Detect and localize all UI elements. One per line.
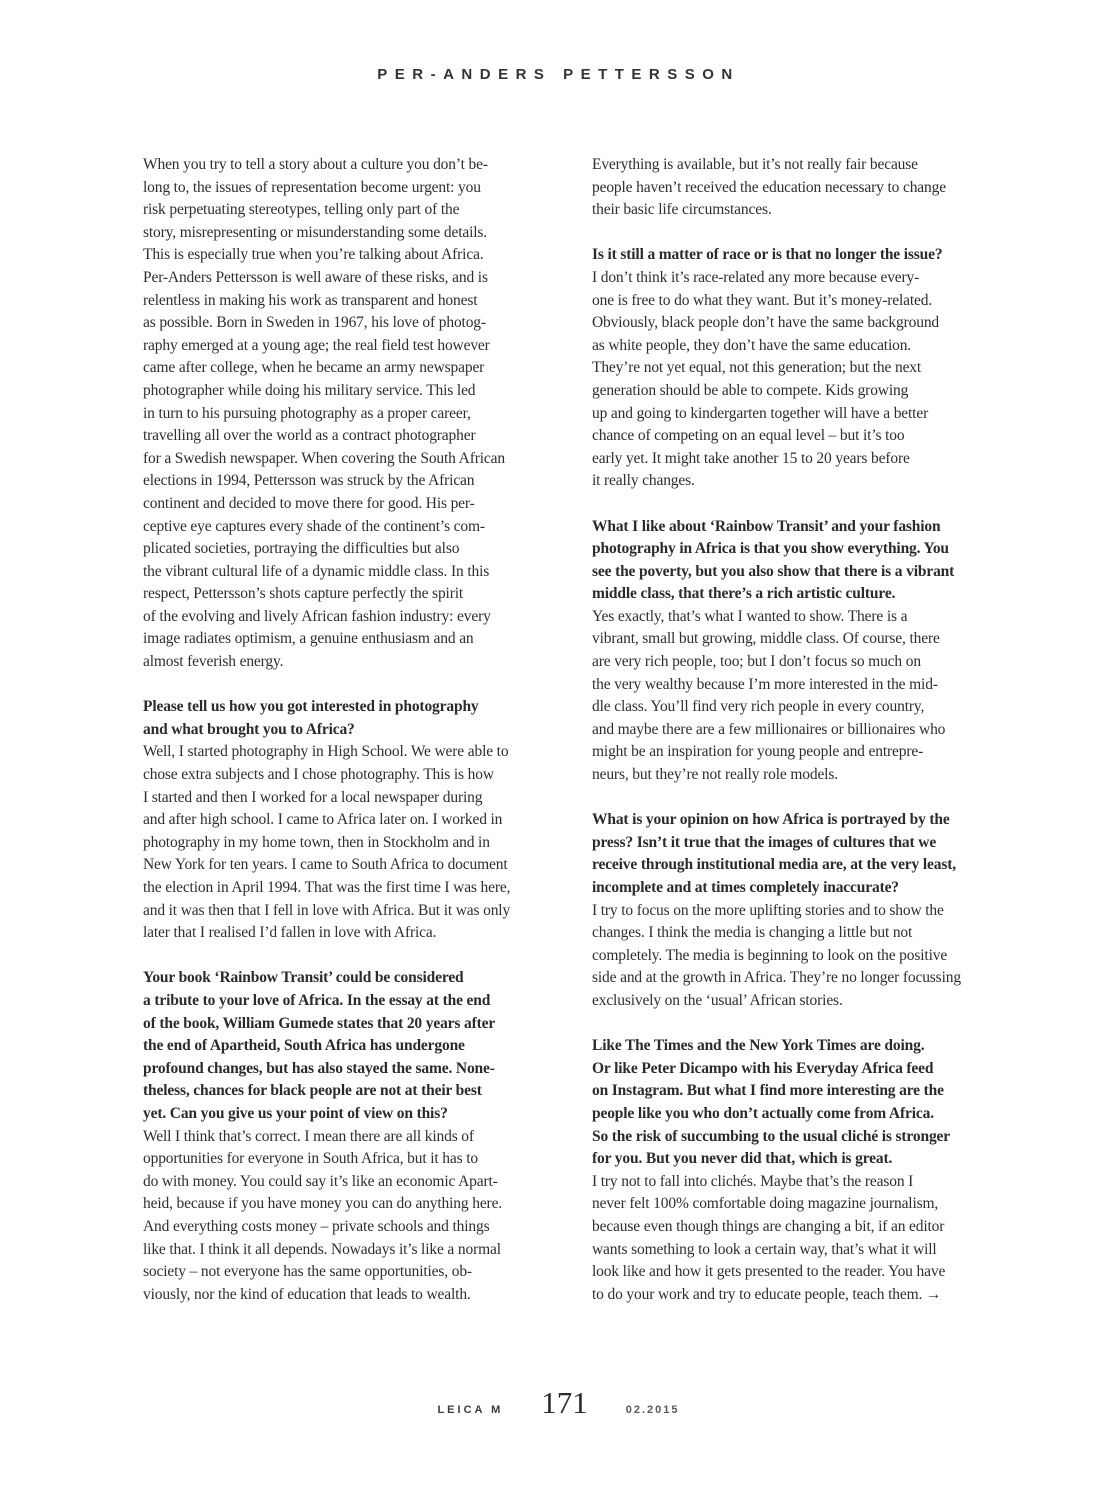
text-line: Well, I started photography in High School. We were able to — [143, 743, 509, 761]
text-line: exclusively on the ‘usual’ African stories. — [592, 991, 843, 1009]
text-line: I try to focus on the more uplifting stories and to show the — [592, 901, 944, 919]
text-line: plicated societies, portraying the difficulties but also — [143, 540, 460, 558]
interview-question — [143, 696, 561, 741]
text-line: New York for ten years. I came to South Africa to document — [143, 856, 508, 874]
text-line: in turn to his pursuing photography as a proper career, — [143, 404, 471, 422]
text-line: one is free to do what they want. But it’s money-related. — [592, 291, 933, 309]
interview-answer — [592, 606, 1010, 787]
text-line: as possible. Born in Sweden in 1967, his love of photog- — [143, 314, 486, 332]
interview-question — [143, 967, 561, 1125]
text-line: neurs, but they’re not really role models. — [592, 766, 838, 784]
text-line: raphy emerged at a young age; the real field test however — [143, 336, 490, 354]
text-line: yet. Can you give us your point of view on this? — [143, 1104, 448, 1122]
text-line: respect, Pettersson’s shots capture perfectly the spirit — [143, 585, 464, 603]
text-line: Is it still a matter of race or is that no longer the issue? — [592, 246, 943, 264]
text-line: because even though things are changing a bit, if an editor — [592, 1217, 945, 1235]
text-line: to do your work and try to educate people, teach them. → — [592, 1285, 942, 1303]
text-line: theless, chances for black people are not at their best — [143, 1082, 482, 1100]
text-line: photography in Africa is that you show everything. You — [592, 540, 949, 558]
text-line: the end of Apartheid, South Africa has undergone — [143, 1037, 465, 1055]
text-line: a tribute to your love of Africa. In the essay at the end — [143, 991, 491, 1009]
text-line: dle class. You’ll find very rich people in every country, — [592, 698, 925, 716]
interview-question — [592, 516, 1010, 606]
text-line: opportunities for everyone in South Africa, but it has to — [143, 1150, 478, 1168]
issue-date: 02.2015 — [625, 1404, 680, 1416]
text-line: What I like about ‘Rainbow Transit’ and your fashion — [592, 517, 941, 535]
interview-question — [592, 244, 1010, 267]
text-line: do with money. You could say it’s like an economic Apart- — [143, 1172, 498, 1190]
text-line: of the book, William Gumede states that 20 years after — [143, 1014, 496, 1032]
text-line: When you try to tell a story about a culture you don’t be- — [143, 156, 488, 173]
text-line: heid, because if you have money you can do anything here. — [143, 1195, 503, 1213]
text-line: Like The Times and the New York Times are doing. — [592, 1037, 925, 1055]
text-line: the very wealthy because I’m more interested in the mid- — [592, 675, 938, 693]
text-line: the vibrant cultural life of a dynamic middle class. In this — [143, 562, 490, 580]
text-line: are very rich people, too; but I don’t focus so much on — [592, 653, 921, 671]
text-line: and what brought you to Africa? — [143, 720, 355, 738]
text-line: Well I think that’s correct. I mean there are all kinds of — [143, 1127, 474, 1145]
interview-question — [592, 1035, 1010, 1171]
text-line: of the evolving and lively African fashion industry: every — [143, 607, 491, 625]
text-line: ceptive eye captures every shade of the continent’s com- — [143, 517, 485, 535]
text-line: look like and how it gets presented to the reader. You have — [592, 1263, 946, 1281]
text-line: receive through institutional media are, at the very least, — [592, 856, 956, 874]
interview-answer — [592, 900, 1010, 1013]
text-line: photographer while doing his military service. This led — [143, 381, 476, 399]
text-line: Per-Anders Pettersson is well aware of these risks, and is — [143, 268, 488, 286]
text-line: and after high school. I came to Africa later on. I worked in — [143, 811, 503, 829]
text-line: never felt 100% comfortable doing magazine journalism, — [592, 1195, 939, 1213]
text-line: Or like Peter Dicampo with his Everyday Africa feed — [592, 1059, 934, 1077]
text-line: press? Isn’t it true that the images of cultures that we — [592, 833, 937, 851]
text-line: early yet. It might take another 15 to 20 years before — [592, 449, 910, 467]
text-line: later that I realised I’d fallen in love with Africa. — [143, 924, 437, 942]
text-line: incomplete and at times completely inaccurate? — [592, 879, 899, 896]
text-line: came after college, when he became an army newspaper — [143, 359, 485, 377]
text-line: long to, the issues of representation become urgent: you — [143, 178, 481, 196]
text-line: generation should be able to compete. Kids growing — [592, 381, 909, 399]
page-footer — [0, 1385, 1117, 1421]
interview-answer — [143, 1126, 561, 1307]
text-line: might be an inspiration for young people and entrepre- — [592, 743, 924, 761]
text-line: risk perpetuating stereotypes, telling only part of the — [143, 201, 460, 219]
text-line: Yes exactly, that’s what I wanted to show. There is a — [592, 607, 908, 625]
page-number: 171 — [541, 1385, 588, 1420]
text-line: elections in 1994, Pettersson was struck by the African — [143, 472, 475, 490]
text-line: people like you who don’t actually come from Africa. — [592, 1104, 934, 1122]
text-line: for a Swedish newspaper. When covering the South African — [143, 449, 505, 467]
interview-answer — [592, 154, 1010, 222]
magazine-name: LEICA M — [437, 1404, 504, 1416]
text-line: society – not everyone has the same opportunities, ob- — [143, 1263, 472, 1281]
text-line: chance of competing on an equal level – but it’s too — [592, 427, 905, 445]
text-line: and maybe there are a few millionaires or billionaires who — [592, 720, 946, 738]
text-line: relentless in making his work as transparent and honest — [143, 291, 478, 309]
text-line: changes. I think the media is changing a little but not — [592, 924, 913, 942]
text-line: vibrant, small but growing, middle class. Of course, there — [592, 630, 940, 648]
interview-answer — [143, 741, 561, 944]
text-line: their basic life circumstances. — [592, 201, 772, 219]
text-line: Everything is available, but it’s not really fair because — [592, 156, 918, 173]
text-line: This is especially true when you’re talking about Africa. — [143, 246, 484, 264]
text-line: middle class, that there’s a rich artistic culture. — [592, 585, 896, 603]
interview-answer — [592, 1171, 1010, 1307]
text-line: So the risk of succumbing to the usual cliché is stronger — [592, 1127, 951, 1145]
text-line: story, misrepresenting or misunderstanding some details. — [143, 223, 488, 241]
text-line: and it was then that I fell in love with Africa. But it was only — [143, 901, 511, 919]
text-line: photography in my home town, then in Stockholm and in — [143, 833, 490, 851]
text-line: image radiates optimism, a genuine enthusiasm and an — [143, 630, 474, 648]
text-line: side and at the growth in Africa. They’re no longer focussing — [592, 969, 961, 987]
text-line: almost feverish energy. — [143, 653, 284, 671]
text-line: Your book ‘Rainbow Transit’ could be considered — [143, 969, 464, 987]
text-column-left — [143, 154, 561, 1306]
text-line: And everything costs money – private schools and things — [143, 1217, 490, 1235]
text-line: see the poverty, but you also show that there is a vibrant — [592, 562, 955, 580]
interview-question — [592, 809, 1010, 899]
text-line: viously, nor the kind of education that leads to wealth. — [143, 1285, 471, 1303]
text-line: I started and then I worked for a local newspaper during — [143, 788, 483, 806]
text-line: people haven’t received the education necessary to change — [592, 178, 946, 196]
text-line: Please tell us how you got interested in photography — [143, 698, 479, 716]
text-line: I try not to fall into clichés. Maybe that’s the reason I — [592, 1172, 914, 1190]
text-line: the election in April 1994. That was the first time I was here, — [143, 879, 511, 896]
text-line: travelling all over the world as a contract photographer — [143, 427, 476, 445]
text-column-right — [592, 154, 1010, 1306]
text-line: What is your opinion on how Africa is portrayed by the — [592, 811, 950, 829]
interview-answer — [592, 267, 1010, 493]
intro-paragraph — [143, 154, 561, 674]
text-line: as white people, they don’t have the same education. — [592, 336, 912, 354]
text-line: chose extra subjects and I chose photography. This is how — [143, 766, 494, 784]
text-line: I don’t think it’s race-related any more because every- — [592, 268, 920, 286]
text-line: it really changes. — [592, 472, 695, 490]
text-line: continent and decided to move there for good. His per- — [143, 494, 475, 512]
page-title: PER-ANDERS PETTERSSON — [377, 66, 740, 83]
text-line: up and going to kindergarten together will have a better — [592, 404, 929, 422]
text-line: for you. But you never did that, which is great. — [592, 1150, 893, 1168]
text-line: like that. I think it all depends. Nowadays it’s like a normal — [143, 1240, 501, 1258]
text-line: on Instagram. But what I find more interesting are the — [592, 1082, 944, 1100]
text-line: Obviously, black people don’t have the same background — [592, 314, 940, 332]
text-line: wants something to look a certain way, that’s what it will — [592, 1240, 937, 1258]
text-line: completely. The media is beginning to look on the positive — [592, 946, 948, 964]
text-line: profound changes, but has also stayed the same. None- — [143, 1059, 495, 1077]
article-body — [143, 154, 1010, 1306]
text-line: They’re not yet equal, not this generation; but the next — [592, 359, 922, 377]
